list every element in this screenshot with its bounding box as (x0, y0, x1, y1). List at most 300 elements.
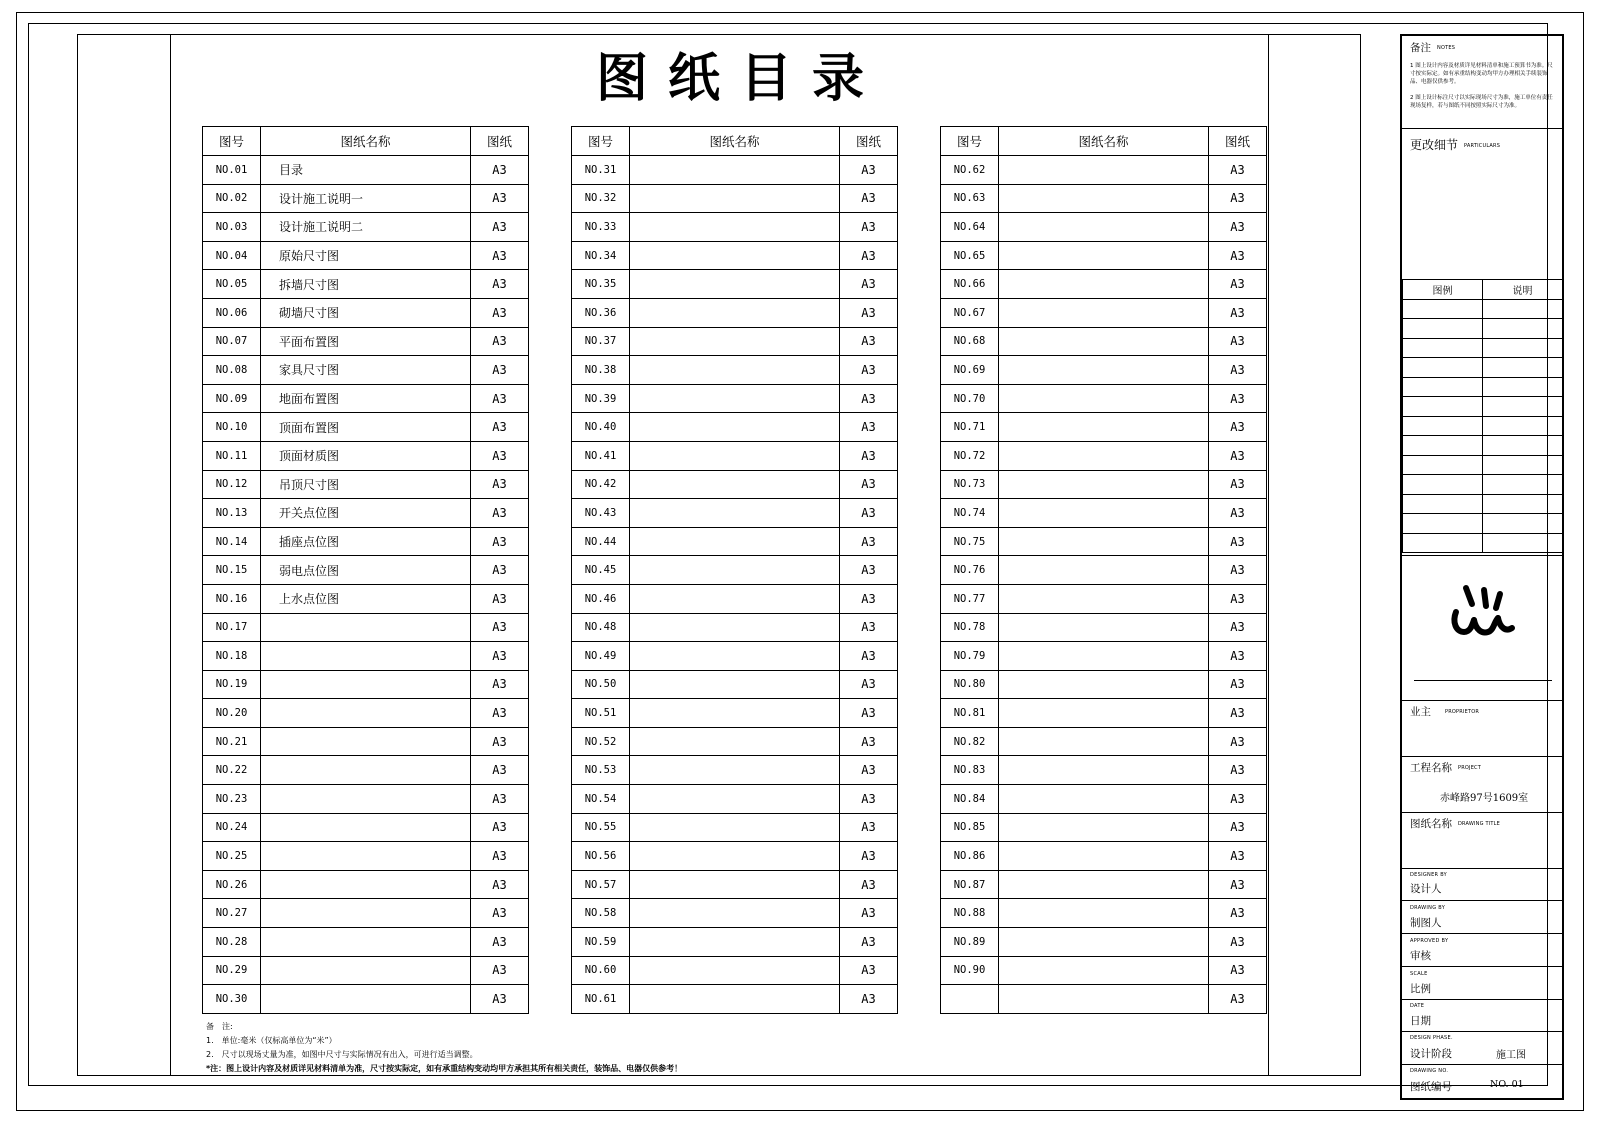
table-row (572, 184, 898, 213)
table-row (203, 584, 529, 613)
table-row (572, 470, 898, 499)
sheet-size: A3 (840, 756, 898, 785)
drawing-number: NO.42 (572, 470, 630, 499)
sheet-size: A3 (471, 441, 529, 470)
project-label-en: PROJECT (1458, 765, 1482, 771)
particulars-label-cn: 更改细节 (1410, 138, 1459, 152)
drawing-name (261, 727, 471, 756)
legend-row (1403, 377, 1563, 397)
legend-header-description: 说明 (1483, 280, 1563, 300)
drawing-number: NO.13 (203, 499, 261, 528)
table-row (941, 699, 1267, 728)
phase-value: 施工图 (1496, 1050, 1526, 1061)
drawing-name (999, 499, 1209, 528)
table-row (572, 298, 898, 327)
table-row (203, 756, 529, 785)
sheet-size: A3 (840, 785, 898, 814)
legend-symbol-cell (1403, 494, 1483, 514)
drawing-name (630, 613, 840, 642)
proprietor-label (1410, 704, 1479, 719)
table-row (203, 213, 529, 242)
sheet-size: A3 (1209, 356, 1267, 385)
drawing-number: NO.78 (941, 613, 999, 642)
phase-label: 设计阶段 (1410, 1048, 1452, 1060)
sheet-size: A3 (471, 642, 529, 671)
legend-row (1403, 455, 1563, 475)
project-label (1410, 760, 1481, 775)
drawing-number: NO.65 (941, 241, 999, 270)
drawing-name (630, 670, 840, 699)
notes-text-2: 2 图上设计标注尺寸以实际现场尺寸为准，施工单位有责任现场复样，若与图纸不同按照实际尺寸为准。 (1410, 95, 1553, 109)
sheet-size: A3 (840, 470, 898, 499)
table-row (203, 156, 529, 185)
table-row (203, 670, 529, 699)
drawing-name (630, 842, 840, 871)
drawing-name (999, 842, 1209, 871)
drawing-name (261, 642, 471, 671)
drawing-number: NO.64 (941, 213, 999, 242)
sheet-size: A3 (1209, 870, 1267, 899)
phase-label-en: DESIGN PHASE. (1410, 1035, 1453, 1041)
drawing-name (630, 956, 840, 985)
sheet-size: A3 (1209, 928, 1267, 957)
drawing-name (261, 870, 471, 899)
drawing-name (630, 470, 840, 499)
drawing-number: NO.84 (941, 785, 999, 814)
drawing-number: NO.01 (203, 156, 261, 185)
sheet-size: A3 (840, 699, 898, 728)
divider (1402, 700, 1562, 701)
drawing-name (630, 785, 840, 814)
table-row (941, 384, 1267, 413)
designer-label-en: DESIGNER BY (1410, 872, 1448, 878)
drawing-number: NO.31 (572, 156, 630, 185)
legend-row (1403, 514, 1563, 534)
drawing-number: NO.57 (572, 870, 630, 899)
sheet-size: A3 (840, 413, 898, 442)
drawing-name (630, 156, 840, 185)
drawing-name (999, 727, 1209, 756)
table-row (941, 985, 1267, 1014)
divider (1402, 555, 1562, 556)
notes-text-1: 1 图上设计内容及材质详见材料清单和施工预算书为准。尺寸按实际定。如有承重结构变动均甲方办理相关手续装饰品、电器仅供参考。 (1410, 63, 1553, 85)
table-row (941, 670, 1267, 699)
sheet-size: A3 (471, 556, 529, 585)
legend-description-cell (1483, 436, 1563, 456)
divider (1402, 128, 1562, 129)
drawing-name (261, 785, 471, 814)
drawing-title-label-cn: 图纸名称 (1410, 818, 1452, 830)
header-sheet-size: 图纸 (471, 127, 529, 156)
sheet-size: A3 (1209, 642, 1267, 671)
drawing-number: NO.27 (203, 899, 261, 928)
drawing-number: NO.15 (203, 556, 261, 585)
drawing-name (261, 756, 471, 785)
date-label: 日期 (1410, 1015, 1431, 1027)
sheet-size: A3 (471, 356, 529, 385)
sheet-size: A3 (840, 928, 898, 957)
sheet-size: A3 (471, 213, 529, 242)
drawing-name: 上水点位图 (261, 584, 471, 613)
table-row (203, 184, 529, 213)
table-row (203, 928, 529, 957)
table-row (941, 756, 1267, 785)
drawing-name (999, 785, 1209, 814)
drawing-name (999, 642, 1209, 671)
drawing-name (630, 642, 840, 671)
sheet-size: A3 (1209, 298, 1267, 327)
header-drawing-no: 图号 (572, 127, 630, 156)
table-row (941, 527, 1267, 556)
drawing-number: NO.30 (203, 985, 261, 1014)
drawing-name: 吊顶尺寸图 (261, 470, 471, 499)
drawing-number: NO.77 (941, 584, 999, 613)
table-row (203, 899, 529, 928)
drawing-number: NO.40 (572, 413, 630, 442)
legend-description-cell (1483, 494, 1563, 514)
drawing-name (630, 899, 840, 928)
drawing-number: NO.07 (203, 327, 261, 356)
drawing-number: NO.50 (572, 670, 630, 699)
table-row (572, 270, 898, 299)
header-drawing-no: 图号 (203, 127, 261, 156)
footer-notes (206, 1020, 682, 1076)
drawing-name (630, 298, 840, 327)
drawing-by-label: 制图人 (1410, 917, 1442, 929)
sheet-size: A3 (1209, 756, 1267, 785)
sheet-size: A3 (840, 213, 898, 242)
drawing-name (999, 470, 1209, 499)
table-row (572, 642, 898, 671)
drawing-name (999, 441, 1209, 470)
drawing-name: 顶面材质图 (261, 441, 471, 470)
sheet-size: A3 (1209, 499, 1267, 528)
drawing-number: NO.11 (203, 441, 261, 470)
drawing-number: NO.08 (203, 356, 261, 385)
drawing-number: NO.45 (572, 556, 630, 585)
left-margin-line (170, 34, 171, 1076)
divider (1402, 999, 1562, 1000)
drawing-name (630, 699, 840, 728)
header-drawing-no: 图号 (941, 127, 999, 156)
table-row (941, 813, 1267, 842)
drawing-name: 地面布置图 (261, 384, 471, 413)
drawing-number: NO.36 (572, 298, 630, 327)
legend-symbol-cell (1403, 533, 1483, 553)
table-row (572, 384, 898, 413)
drawing-name (999, 899, 1209, 928)
drawing-number: NO.51 (572, 699, 630, 728)
drawing-name (261, 613, 471, 642)
drawing-name (630, 184, 840, 213)
brand-logo-icon (1448, 582, 1518, 638)
sheet-size: A3 (840, 642, 898, 671)
sheet-size: A3 (471, 870, 529, 899)
sheet-size: A3 (840, 384, 898, 413)
header-drawing-name: 图纸名称 (261, 127, 471, 156)
drawing-number: NO.86 (941, 842, 999, 871)
drawing-number: NO.20 (203, 699, 261, 728)
particulars-label-en: PARTICULARS (1464, 142, 1501, 149)
drawing-number (941, 985, 999, 1014)
drawing-name: 拆墙尺寸图 (261, 270, 471, 299)
drawing-number: NO.24 (203, 813, 261, 842)
drawing-number: NO.67 (941, 298, 999, 327)
table-row (203, 298, 529, 327)
legend-description-cell (1483, 338, 1563, 358)
sheet-size: A3 (1209, 985, 1267, 1014)
drawing-name (999, 184, 1209, 213)
logo-underline (1414, 680, 1552, 681)
drawing-number: NO.44 (572, 527, 630, 556)
designer-label: 设计人 (1410, 883, 1442, 895)
drawing-name (999, 813, 1209, 842)
sheet-size: A3 (840, 985, 898, 1014)
date-label-en: DATE (1410, 1003, 1425, 1009)
legend-row (1403, 397, 1563, 417)
header-drawing-name: 图纸名称 (999, 127, 1209, 156)
notes-label-cn: 备注 (1410, 42, 1431, 54)
drawing-number: NO.55 (572, 813, 630, 842)
approved-label-en: APPROVED BY (1410, 938, 1449, 944)
table-row (941, 241, 1267, 270)
drawing-number: NO.22 (203, 756, 261, 785)
sheet-size: A3 (1209, 670, 1267, 699)
sheet-size: A3 (840, 356, 898, 385)
drawing-name (999, 584, 1209, 613)
table-row (941, 356, 1267, 385)
header-sheet-size: 图纸 (840, 127, 898, 156)
drawing-name (999, 413, 1209, 442)
drawing-number: NO.79 (941, 642, 999, 671)
legend-row (1403, 416, 1563, 436)
drawing-name (630, 527, 840, 556)
drawing-number: NO.66 (941, 270, 999, 299)
drawing-name (630, 241, 840, 270)
legend-description-cell (1483, 455, 1563, 475)
sheet-size: A3 (471, 241, 529, 270)
drawing-name (999, 270, 1209, 299)
drawing-number: NO.14 (203, 527, 261, 556)
sheet-size: A3 (471, 184, 529, 213)
drawing-number: NO.06 (203, 298, 261, 327)
drawing-name (999, 670, 1209, 699)
table-header-row (941, 127, 1267, 156)
table-row (203, 956, 529, 985)
drawing-no-label-en: DRAWING NO. (1410, 1068, 1449, 1074)
drawing-number: NO.41 (572, 441, 630, 470)
table-row (203, 556, 529, 585)
drawing-name (999, 241, 1209, 270)
divider (1402, 756, 1562, 757)
drawing-number: NO.81 (941, 699, 999, 728)
sheet-size: A3 (1209, 613, 1267, 642)
legend-symbol-cell (1403, 455, 1483, 475)
table-row (941, 327, 1267, 356)
footer-note-3: *注：图上设计内容及材质详见材料清单为准，尺寸按实际定，如有承重结构变动均甲方承担其所有相关责任，装饰品、电器仅供参考！ (206, 1064, 683, 1073)
divider (1402, 1064, 1562, 1065)
drawing-number: NO.76 (941, 556, 999, 585)
drawing-name (630, 213, 840, 242)
sheet-size: A3 (840, 298, 898, 327)
table-row (941, 899, 1267, 928)
drawing-number: NO.29 (203, 956, 261, 985)
table-row (572, 870, 898, 899)
drawing-number: NO.34 (572, 241, 630, 270)
footer-note-2: 2. 尺寸以现场丈量为准，如图中尺寸与实际情况有出入，可进行适当调整。 (206, 1050, 478, 1059)
sheet-size: A3 (471, 813, 529, 842)
drawing-number: NO.37 (572, 327, 630, 356)
drawing-number: NO.05 (203, 270, 261, 299)
table-row (941, 441, 1267, 470)
table-header-row (572, 127, 898, 156)
sheet-size: A3 (1209, 556, 1267, 585)
sheet-size: A3 (471, 413, 529, 442)
table-row (203, 699, 529, 728)
sheet-size: A3 (1209, 270, 1267, 299)
sheet-size: A3 (471, 727, 529, 756)
drawing-name (261, 699, 471, 728)
drawing-number: NO.62 (941, 156, 999, 185)
right-margin-line (1268, 34, 1269, 1076)
drawing-number: NO.68 (941, 327, 999, 356)
drawing-number: NO.02 (203, 184, 261, 213)
table-row (203, 527, 529, 556)
sheet-size: A3 (840, 584, 898, 613)
drawing-number: NO.38 (572, 356, 630, 385)
drawing-name (999, 556, 1209, 585)
drawing-name (630, 499, 840, 528)
drawing-name: 设计施工说明二 (261, 213, 471, 242)
drawing-number: NO.09 (203, 384, 261, 413)
sheet-size: A3 (1209, 441, 1267, 470)
drawing-number: NO.39 (572, 384, 630, 413)
drawing-number: NO.25 (203, 842, 261, 871)
drawing-by-label-en: DRAWING BY (1410, 905, 1446, 911)
legend-symbol-cell (1403, 377, 1483, 397)
table-row (572, 441, 898, 470)
sheet-size: A3 (840, 241, 898, 270)
drawing-name (999, 756, 1209, 785)
sheet-size: A3 (471, 899, 529, 928)
drawing-name (630, 928, 840, 957)
sheet-size: A3 (471, 470, 529, 499)
drawing-name (630, 441, 840, 470)
legend-row (1403, 338, 1563, 358)
drawing-number: NO.85 (941, 813, 999, 842)
table-row (941, 727, 1267, 756)
table-row (572, 327, 898, 356)
approved-label: 审核 (1410, 950, 1431, 962)
drawing-number: NO.69 (941, 356, 999, 385)
table-row (572, 727, 898, 756)
table-row (941, 499, 1267, 528)
sheet-size: A3 (840, 556, 898, 585)
sheet-size: A3 (840, 327, 898, 356)
sheet-size: A3 (1209, 842, 1267, 871)
legend-symbol-cell (1403, 358, 1483, 378)
table-row (572, 699, 898, 728)
drawing-number: NO.80 (941, 670, 999, 699)
table-row (941, 156, 1267, 185)
table-row (572, 413, 898, 442)
sheet-size: A3 (1209, 413, 1267, 442)
table-row (941, 928, 1267, 957)
drawing-number: NO.48 (572, 613, 630, 642)
table-row (572, 613, 898, 642)
sheet-size: A3 (471, 613, 529, 642)
drawing-name (630, 413, 840, 442)
sheet-size: A3 (1209, 213, 1267, 242)
drawing-index-table-3 (940, 126, 1267, 1014)
drawing-name (630, 727, 840, 756)
sheet-size: A3 (1209, 699, 1267, 728)
legend-description-cell (1483, 533, 1563, 553)
drawing-index-table-1 (202, 126, 529, 1014)
legend-row (1403, 436, 1563, 456)
table-row (203, 470, 529, 499)
drawing-name (630, 384, 840, 413)
table-row (941, 613, 1267, 642)
drawing-number: NO.88 (941, 899, 999, 928)
notes-label-en: NOTES (1437, 45, 1456, 51)
table-row (941, 584, 1267, 613)
table-header-row (203, 127, 529, 156)
proprietor-label-en: PROPRIETOR (1445, 709, 1480, 715)
sheet-size: A3 (1209, 785, 1267, 814)
proprietor-label-cn: 业主 (1410, 706, 1431, 718)
drawing-number: NO.52 (572, 727, 630, 756)
drawing-name (999, 928, 1209, 957)
sheet-size: A3 (840, 613, 898, 642)
legend-table (1402, 279, 1563, 553)
table-row (203, 613, 529, 642)
drawing-name: 插座点位图 (261, 527, 471, 556)
drawing-number: NO.90 (941, 956, 999, 985)
sheet-size: A3 (840, 956, 898, 985)
drawing-number: NO.54 (572, 785, 630, 814)
drawing-name (999, 613, 1209, 642)
drawing-number: NO.21 (203, 727, 261, 756)
drawing-number: NO.33 (572, 213, 630, 242)
legend-row (1403, 299, 1563, 319)
legend-symbol-cell (1403, 338, 1483, 358)
table-row (572, 842, 898, 871)
drawing-no-label: 图纸编号 (1410, 1081, 1452, 1093)
table-row (203, 870, 529, 899)
table-row (203, 270, 529, 299)
legend-row (1403, 494, 1563, 514)
legend-symbol-cell (1403, 397, 1483, 417)
header-drawing-name: 图纸名称 (630, 127, 840, 156)
table-row (572, 899, 898, 928)
sheet-size: A3 (1209, 813, 1267, 842)
drawing-name (261, 899, 471, 928)
drawing-number: NO.23 (203, 785, 261, 814)
legend-description-cell (1483, 319, 1563, 339)
sheet-size: A3 (1209, 727, 1267, 756)
divider (1402, 868, 1562, 869)
drawing-name (630, 985, 840, 1014)
notes-label (1410, 40, 1455, 55)
table-row (941, 642, 1267, 671)
drawing-name: 顶面布置图 (261, 413, 471, 442)
drawing-name (630, 870, 840, 899)
sheet-size: A3 (471, 584, 529, 613)
drawing-number: NO.53 (572, 756, 630, 785)
drawing-name (999, 527, 1209, 556)
legend-description-cell (1483, 377, 1563, 397)
